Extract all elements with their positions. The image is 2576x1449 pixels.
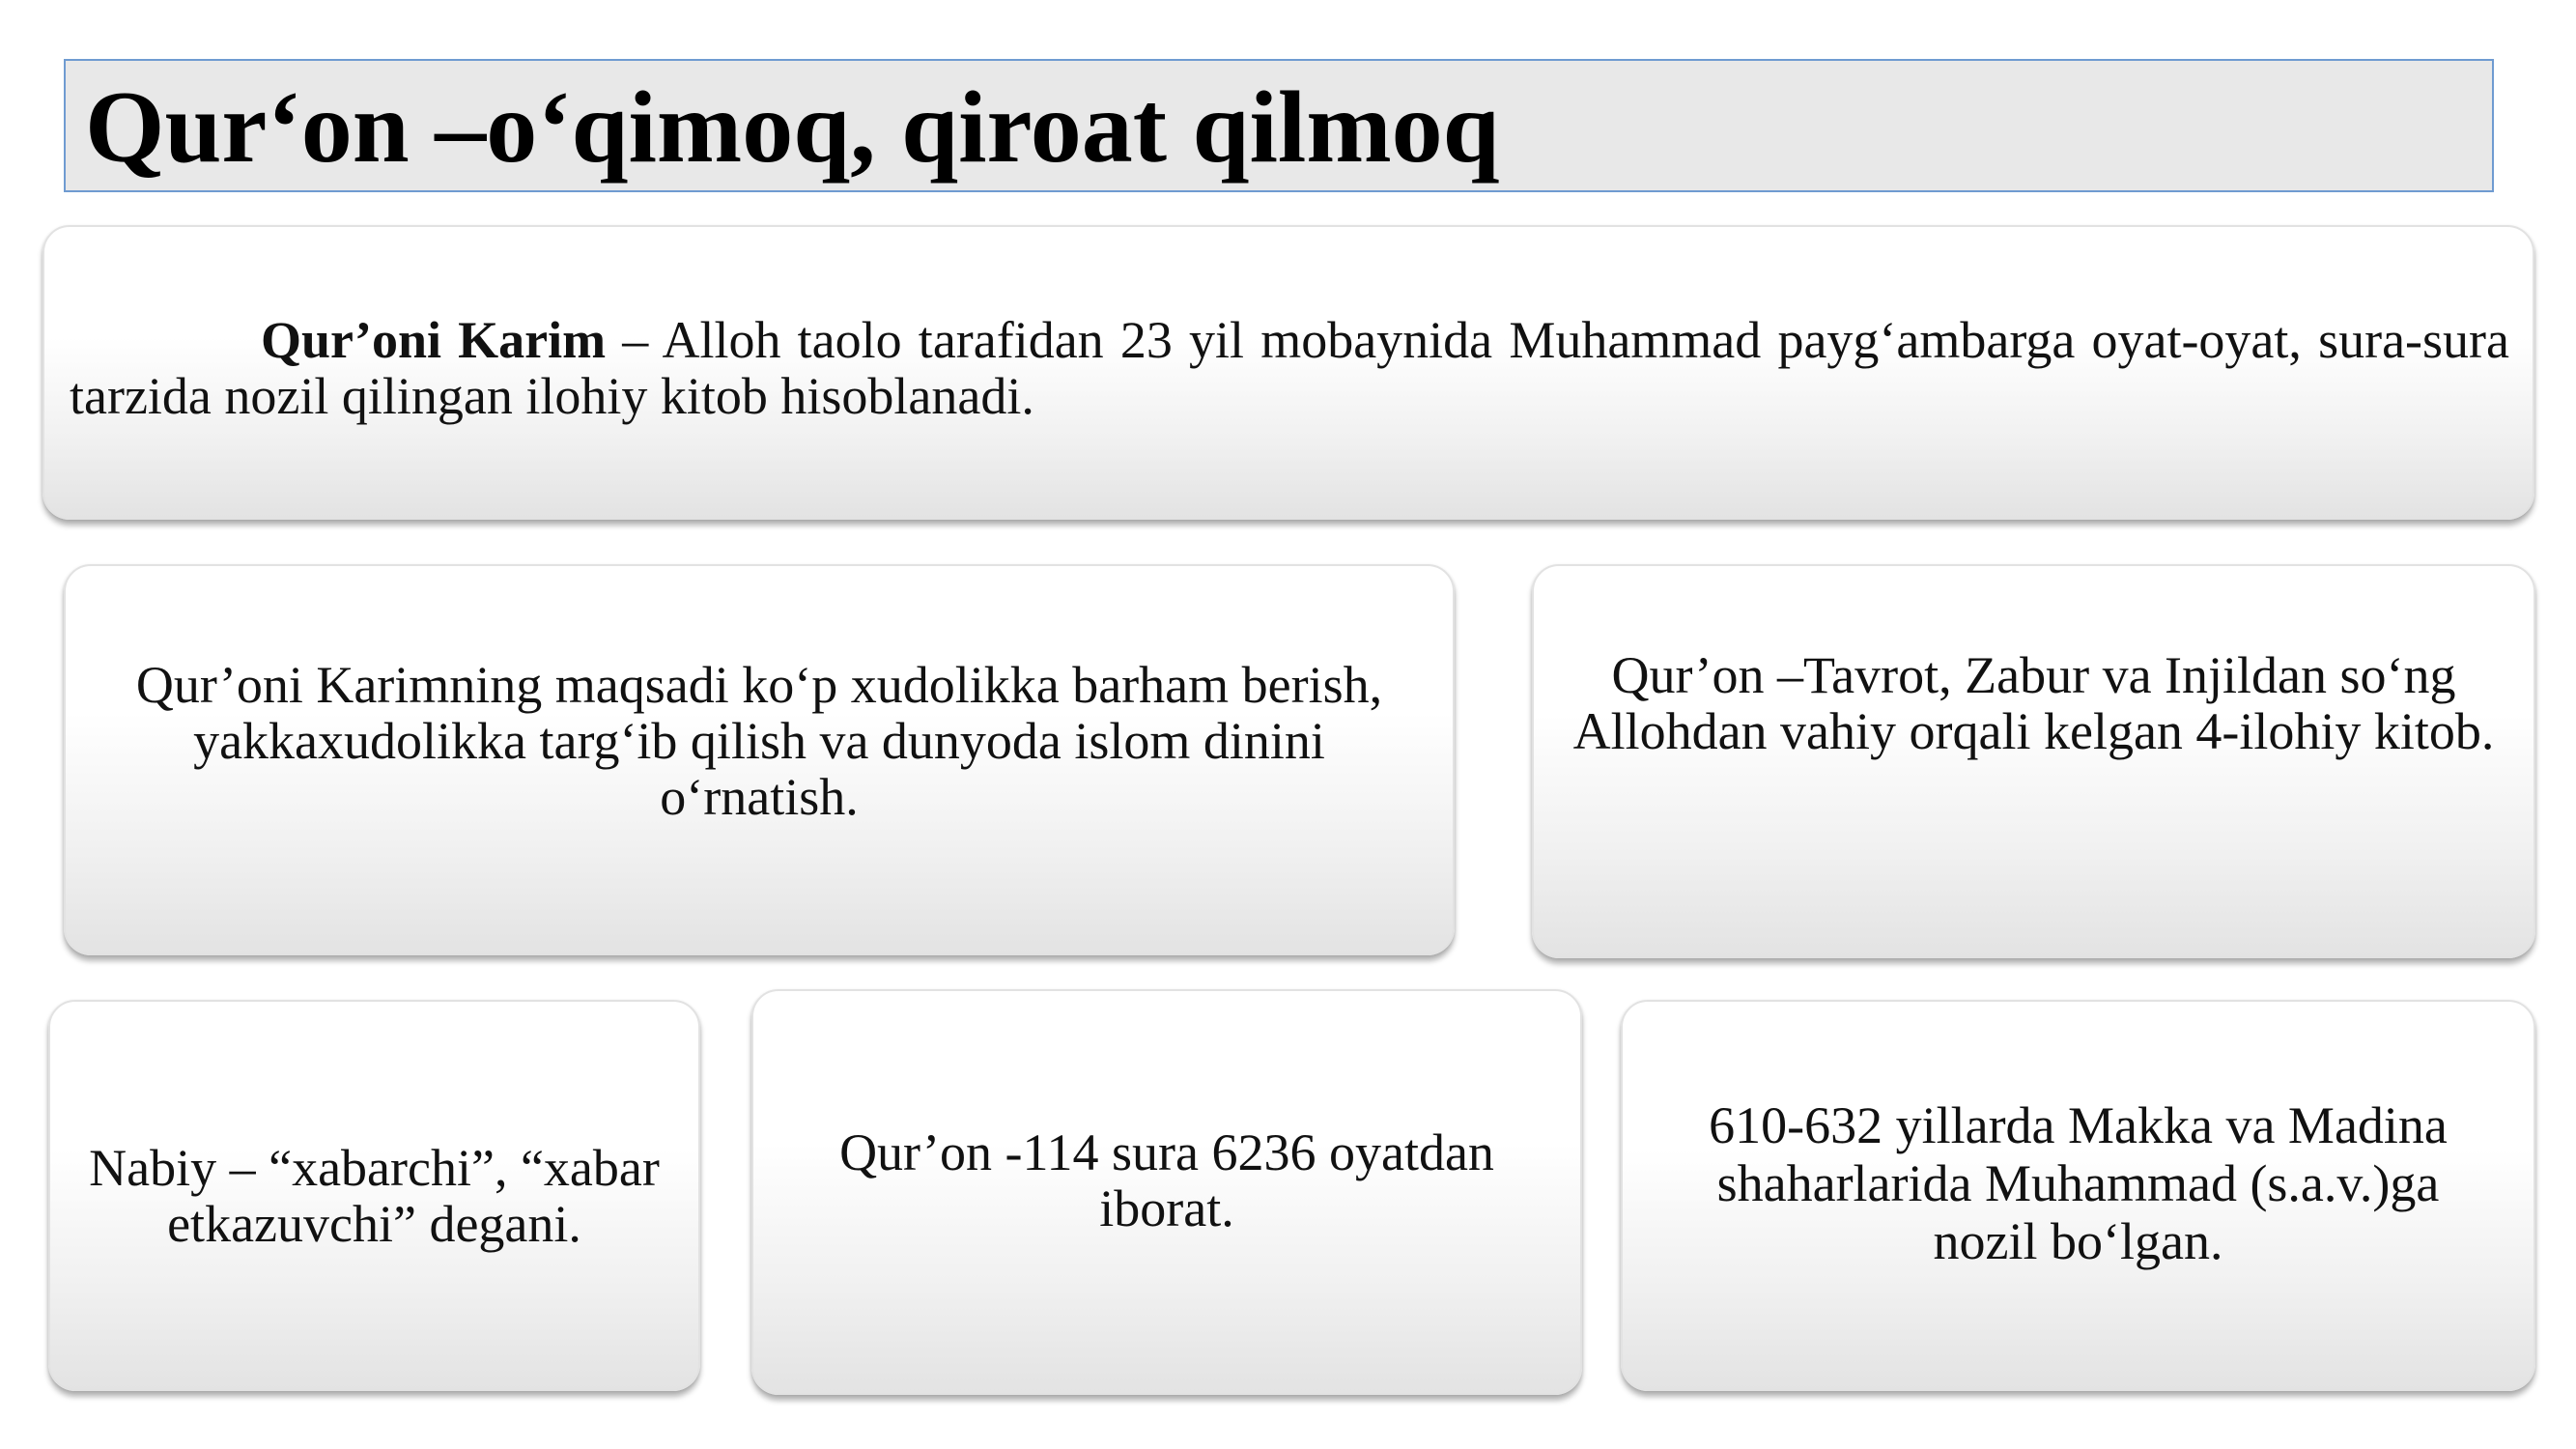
revelation-years-card xyxy=(1621,1000,2535,1391)
sura-count-card xyxy=(751,989,1582,1395)
intro-card xyxy=(42,225,2534,520)
nabiy-card xyxy=(48,1000,700,1391)
intro-term: Qur’oni Karim xyxy=(261,311,607,369)
holy-books-text: Qur’on –Tavrot, Zabur va Injildan so‘ng Allohdan vahiy orqali kelgan 4-ilohiy kitob. xyxy=(1572,646,2495,760)
intro-definition: – Alloh taolo tarafidan 23 yil mobaynida Muhammad payg‘ambarga oyat-oyat, sura-sura tarzida nozil qilingan ilohiy kitob hisoblanadi. xyxy=(70,311,2509,425)
slide-title-box xyxy=(64,59,2494,192)
slide-title: Qur‘on –o‘qimoq, qiroat qilmoq xyxy=(85,71,1500,184)
nabiy-text: Nabiy – “xabarchi”, “xabar etkazuvchi” degani. xyxy=(89,1138,660,1253)
holy-books-card xyxy=(1532,564,2535,958)
revelation-years-text: 610-632 yillarda Makka va Madina shaharlarida Muhammad (s.a.v.)ga nozil bo‘lgan. xyxy=(1709,1096,2448,1270)
sura-count-text: Qur’on -114 sura 6236 oyatdan iborat. xyxy=(839,1122,1494,1237)
purpose-card xyxy=(64,564,1455,955)
purpose-text: Qur’oni Karimning maqsadi ko‘p xudolikka barham berish, yakkaxudolikka targ‘ib qilish va dunyoda islom dinini o‘rnatish. xyxy=(135,655,1383,826)
